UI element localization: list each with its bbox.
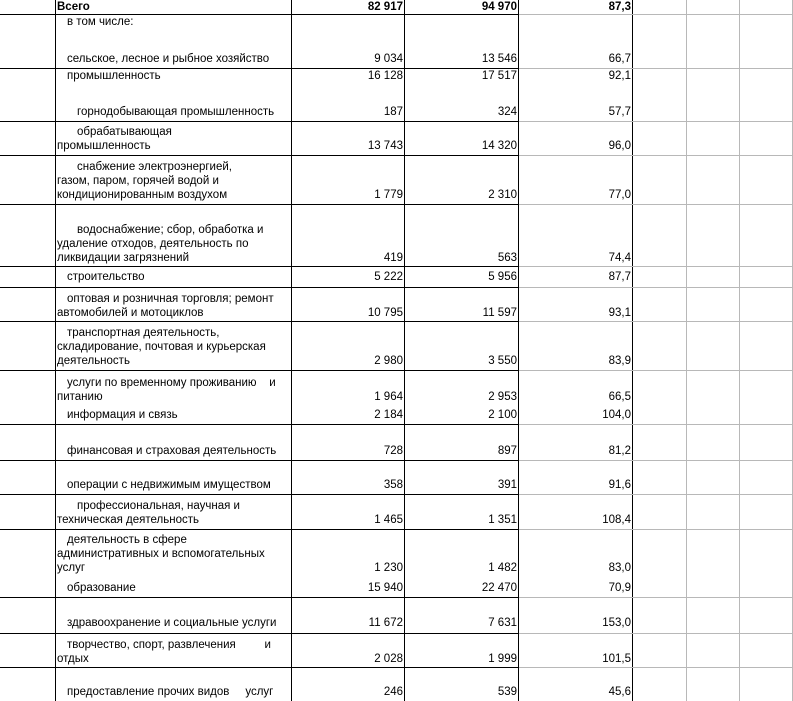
row-label: складирование, почтовая и курьерская [57,341,266,353]
value-percent: 92,1 [608,70,631,82]
value-2020: 7 631 [488,617,517,629]
value-percent: 93,1 [608,307,631,319]
value-2021: 358 [383,479,403,491]
row-label: информация и связь [67,409,178,421]
value-2020: 5 956 [488,271,517,283]
value-percent: 91,6 [608,479,631,491]
value-2020: 11 597 [482,307,517,319]
value-2020: 2 310 [488,189,517,201]
value-2020: 897 [497,445,517,457]
value-percent: 57,7 [608,106,631,118]
value-percent: 108,4 [602,514,631,526]
row-label: газом, паром, горячей водой и [57,175,219,187]
row-label: промышленность [57,140,151,152]
row-label: финансовая и страховая деятельность [67,445,277,457]
row-label: питанию [57,391,103,403]
row-label: горнодобывающая промышленность [77,106,275,118]
row-label: профессиональная, научная и [77,500,240,512]
row-label: обрабатывающая [77,126,172,138]
value-percent: 45,6 [608,686,631,698]
value-2020: 324 [497,106,517,118]
value-percent: 83,9 [608,355,631,367]
value-2021: 15 940 [367,582,403,594]
value-2020: 17 517 [481,70,517,82]
value-2020: 1 482 [488,562,517,574]
value-2020: 13 546 [481,53,517,65]
row-label: творчество, спорт, развлечения и [67,639,271,651]
row-label: техническая деятельность [57,514,199,526]
value-2021: 5 222 [374,271,403,283]
value-2020: 22 470 [481,582,517,594]
row-label: Всего [57,1,90,13]
grid-line [55,0,56,701]
row-label: административных и вспомогательных [57,548,265,560]
row-label: деятельность в сфере [67,534,187,546]
value-2021: 187 [383,106,403,118]
row-label: транспортная деятельность, [67,327,220,339]
value-percent: 153,0 [602,617,631,629]
row-label: предоставление прочих видов услуг [67,686,274,698]
value-2021: 11 672 [368,617,403,629]
value-2021: 419 [383,252,403,264]
value-2021: 13 743 [367,140,403,152]
value-2020: 563 [497,252,517,264]
grid-line [739,0,740,701]
value-percent: 87,7 [608,271,631,283]
row-label: в том числе: [67,16,134,28]
value-2020: 2 953 [488,391,517,403]
row-label: ликвидации загрязнений [57,252,190,264]
value-percent: 70,9 [608,582,631,594]
value-percent: 74,4 [608,252,631,264]
value-percent: 101,5 [602,653,631,665]
value-2021: 16 128 [367,70,403,82]
row-label: промышленность [67,70,161,82]
grid-line [686,0,687,701]
value-percent: 81,2 [608,445,631,457]
value-2021: 10 795 [367,307,403,319]
value-percent: 87,3 [608,1,631,13]
value-2021: 246 [383,686,403,698]
row-label: кондиционированным воздухом [57,189,228,201]
value-2020: 1 999 [488,653,517,665]
value-2020: 94 970 [481,1,517,13]
row-label: водоснабжение; сбор, обработка и [77,224,264,236]
row-label: операции с недвижимым имуществом [67,479,271,491]
value-2021: 728 [383,445,403,457]
value-2020: 539 [497,686,517,698]
value-2021: 82 917 [367,1,403,13]
value-2021: 1 230 [374,562,403,574]
value-percent: 83,0 [608,562,631,574]
row-label: отдых [57,653,89,665]
value-2021: 1 465 [374,514,403,526]
value-2020: 14 320 [481,140,517,152]
value-percent: 96,0 [608,140,631,152]
value-2021: 2 028 [374,653,403,665]
value-2020: 391 [497,479,517,491]
row-label: удаление отходов, деятельность по [57,238,249,250]
value-2021: 2 980 [374,355,403,367]
row-label: услуги по временному проживанию и [67,377,276,389]
row-label: автомобилей и мотоциклов [57,307,204,319]
value-2021: 2 184 [374,409,403,421]
row-label: сельское, лесное и рыбное хозяйство [67,53,270,65]
value-percent: 104,0 [602,409,631,421]
value-2021: 1 779 [374,189,403,201]
row-label: строительство [67,271,145,283]
value-2020: 1 351 [488,514,517,526]
value-2020: 3 550 [488,355,517,367]
row-label: снабжение электроэнергией, [77,161,232,173]
row-label: деятельность [57,355,130,367]
row-label: услуг [57,562,86,574]
row-label: образование [67,582,136,594]
value-2021: 9 034 [374,53,403,65]
value-percent: 66,5 [608,391,631,403]
grid-line [632,0,633,701]
row-label: здравоохранение и социальные услуги [67,617,277,629]
value-percent: 77,0 [608,189,631,201]
value-2021: 1 964 [374,391,403,403]
value-2020: 2 100 [488,409,517,421]
row-label: оптовая и розничная торговля; ремонт [67,293,274,305]
value-percent: 66,7 [608,53,631,65]
